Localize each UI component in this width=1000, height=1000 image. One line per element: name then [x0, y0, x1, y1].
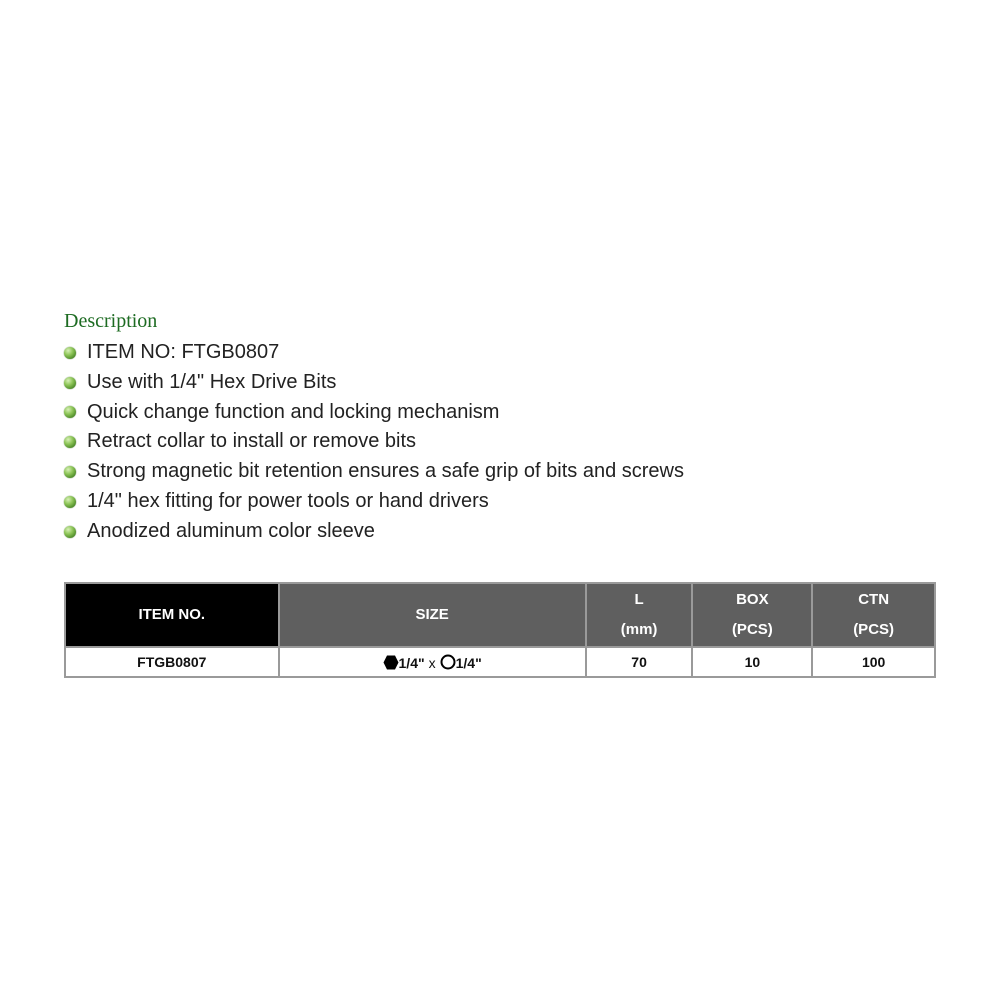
list-item [64, 338, 684, 368]
list-item [64, 457, 684, 487]
size-drive-value: 1/4" [398, 654, 425, 671]
bullet-icon [64, 347, 76, 359]
table-row [65, 647, 935, 677]
header-box-unit: (PCS) [731, 621, 773, 638]
bullet-icon [64, 436, 76, 448]
table-header-row [65, 583, 935, 647]
hexagon-solid-icon [383, 655, 399, 670]
header-item-no: ITEM NO. [65, 583, 279, 647]
list-item-text: ITEM NO: FTGB0807 [87, 341, 280, 363]
header-length [586, 583, 693, 647]
cell-size [279, 647, 586, 677]
list-item-text: Retract collar to install or remove bits [87, 430, 417, 453]
list-item [64, 398, 684, 428]
bullet-icon [64, 496, 76, 508]
header-length-unit: (mm) [620, 621, 658, 638]
header-size: SIZE [279, 583, 586, 647]
header-ctn [812, 583, 935, 647]
cell-box: 10 [692, 647, 812, 677]
list-item-text: Use with 1/4" Hex Drive Bits [87, 370, 337, 393]
list-item [64, 368, 684, 398]
list-item-text: Strong magnetic bit retention ensures a safe grip of bits and screws [87, 460, 684, 483]
cell-ctn: 100 [812, 647, 935, 677]
bullet-icon [64, 526, 76, 538]
circle-outline-icon [440, 654, 456, 670]
list-item-text: Quick change function and locking mechanism [87, 400, 500, 423]
bullet-icon [64, 377, 76, 389]
bullet-icon [64, 406, 76, 418]
description-title: Description [64, 310, 158, 332]
header-box [692, 583, 812, 647]
list-item-text: Anodized aluminum color sleeve [87, 519, 375, 542]
header-ctn-label: CTN [858, 591, 890, 608]
list-item [64, 517, 684, 547]
header-length-label: L [634, 591, 644, 608]
spec-table [64, 582, 936, 678]
header-ctn-unit: (PCS) [853, 621, 895, 638]
list-item [64, 427, 684, 457]
size-hex-value: 1/4" [455, 654, 482, 671]
header-box-label: BOX [736, 591, 769, 608]
list-item-text: 1/4" hex fitting for power tools or hand drivers [87, 489, 489, 512]
list-item [64, 487, 684, 517]
bullet-icon [64, 466, 76, 478]
size-separator: x [428, 654, 436, 671]
cell-item-no: FTGB0807 [65, 647, 279, 677]
feature-list [64, 338, 684, 547]
cell-length: 70 [586, 647, 693, 677]
